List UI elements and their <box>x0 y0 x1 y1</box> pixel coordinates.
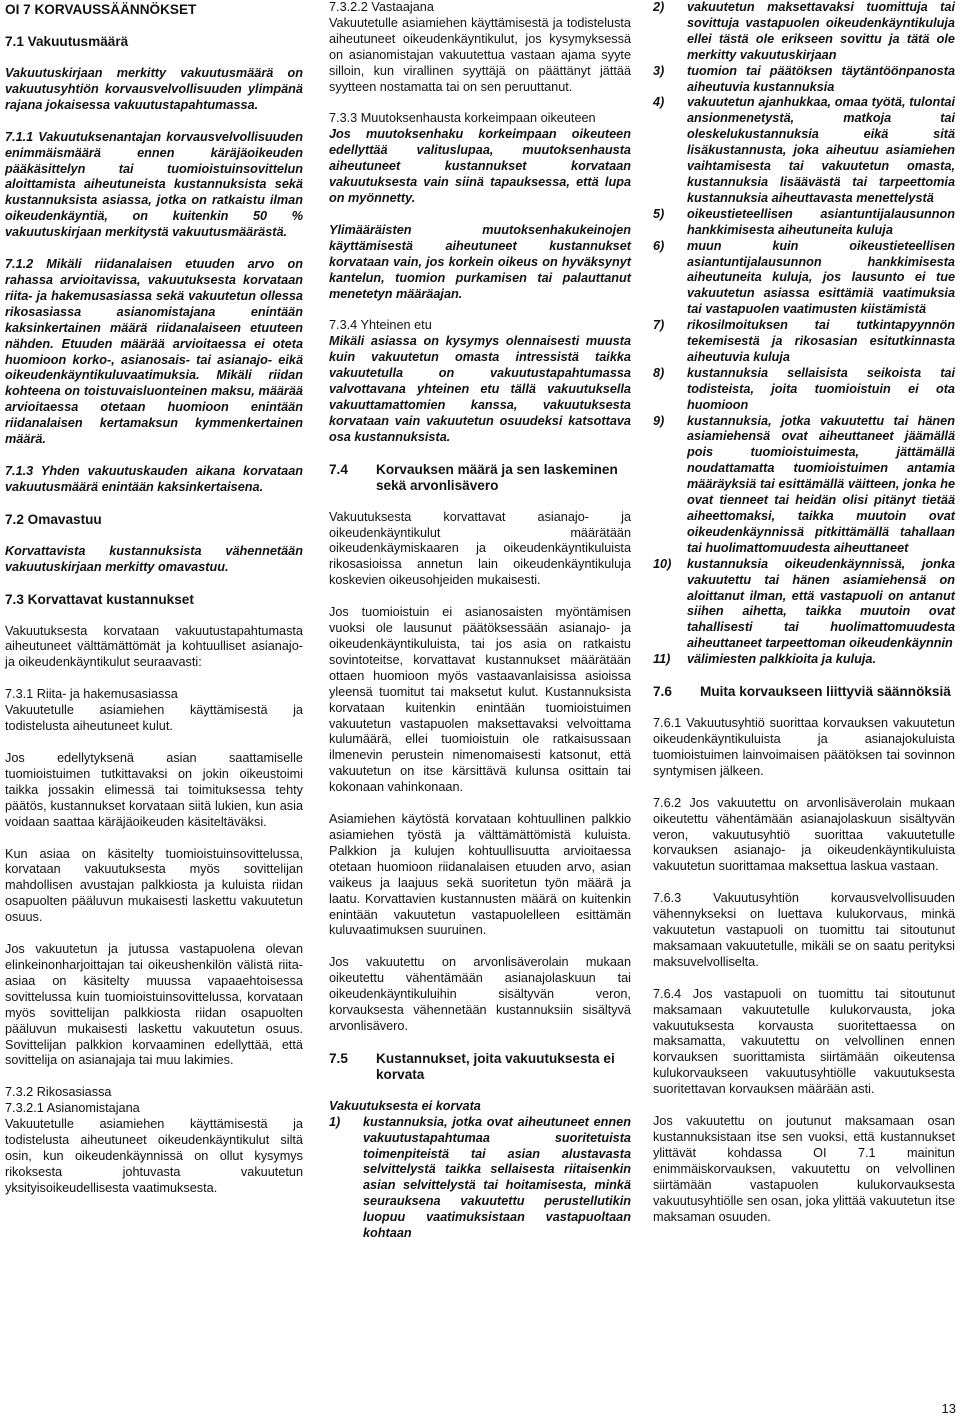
section-title: Kustannukset, joita vakuutuksesta ei korvata <box>376 1050 615 1082</box>
item-number: 10) <box>653 556 672 571</box>
item-number: 6) <box>653 238 665 253</box>
section-7-6-1: 7.6.1 Vakuutusyhtiö suorittaa korvauksen vakuutetun oikeudenkäyntikuluista ja asianajokuluista tuomioistuimen lainvoimaisen päätöksen tai sovinnon syntymisen jälkeen. <box>653 716 955 778</box>
section-7-4-p2: Jos tuomioistuin ei asianosaisten myöntämisen vuoksi ole lausunut päätöksessään asianajo- ja oikeudenkäyntikuluista, tai jos asia on ratkaistu sovintoteitse, korvattavat kustannukset määrätään ottaen huomioon myös vastaavanlaisissa asioissa yleensä tuomitut tai maksetut kulut. Kustannuksista korvataan kuitenkin enintään tuomioistuimen vakuutetun vastapuolen maksettavaksi velvoittama kulumäärä, ellei tuomioistuin ole ratkaisussaan ilmenevin perustein nimenomaisesti katsonut, että vakuutetun on itse kärsittävä kulunsa osittain tai kokonaan vahinkonaan. <box>329 605 631 795</box>
item-text: rikosilmoituksen tai tutkintapyynnön tekemisestä ja rikosasian esitutkinnasta aiheutuvia kuluja <box>687 318 955 364</box>
list-item <box>653 414 955 557</box>
section-7-2-text: Korvattavista kustannuksista vähennetään vakuutuskirjaan merkitty omavastuu. <box>5 543 303 574</box>
list-item <box>653 0 955 64</box>
item-text: vakuutetun ajanhukkaa, omaa työtä, tulontai ansionmenetystä, matkoja tai oleskelukustannuksia eikä sitä lisäkustannusta, joka aiheutuu asiamiehen vaihtamisesta tai vakuutetun omasta, kustannuksia lisäävästä tai tarpeettomia kustannuksia aiheuttavasta menettelystä <box>687 95 955 205</box>
paragraph-conditional: Jos edellytyksenä asian saattamiselle tuomioistuimen tutkittavaksi on jokin oikeustoimi taikka jossakin elimessä tai toimituksessa tehty päätös, kustannukset korvataan siitä lukien, kun asia voidaan saattaa käräjäoikeuden käsiteltäväksi. <box>5 751 303 829</box>
section-7-3-1-title: 7.3.1 Riita- ja hakemusasiassa <box>5 687 178 702</box>
section-7-6-4-p2: Jos vakuutettu on joutunut maksamaan osan kustannuksistaan itse sen vuoksi, että kustannukset ylittävät kohdassa OI 7.1 mainitun enimmäiskorvauksen, vakuutettu on velvollinen siirtämään vastapuolen kulukorvauksesta vakuutusyhtiölle sen osan, joka ylittää vakuutetun itse maksaman osuuden. <box>653 1114 955 1224</box>
section-7-4-p3: Asiamiehen käytöstä korvataan kohtuullinen palkkio asiamiehen työstä ja välttämättömistä kuluista. Palkkion ja kulujen kohtuullisuutta arvioitaessa otetaan huomioon riidanalaisen etuuden arvo, asian vaikeus ja laajuus sekä suoritetun työn määrä ja laatu. Korvattavien kustannusten määrä on kuitenkin enintään vakuutetun vastapuolelleen esittämän kuluvaatimuksen suuruinen. <box>329 812 631 938</box>
list-item <box>653 318 955 366</box>
section-7-3-2-1-text: Vakuutetulle asiamiehen käyttämisestä ja todistelusta aiheutuneet oikeudenkäyntikulut siltä osin, kun oikeudenkäynnissä on ollut kysymys rikoksesta johtuvasta vakuutetun yksityisoikeudellisesta vaatimuksesta. <box>5 1117 303 1195</box>
item-number: 1) <box>329 1114 341 1129</box>
item-text: kustannuksia, jotka vakuutettu tai hänen asiamiehensä ovat aiheuttaneet jäämällä pois tuomioistuimesta, jättämällä noudattamatta tuomioistuimen antamia määräyksiä tai esittämällä väitteen, jonka he ovat tienneet tai heidän olisi pitänyt tietää aiheettomaksi, taikka muutoin ovat oikeudenkäynnissä pitkittämällä tahallaan tai huolimattomuudesta aiheuttaneet <box>687 413 955 555</box>
section-7-1-heading: 7.1 Vakuutusmäärä <box>5 34 129 49</box>
section-7-6-4: 7.6.4 Jos vastapuoli on tuomittu tai sitoutunut maksamaan vakuutetulle kulukorvausta, joka vakuutuksesta korvausta suoritettaessa on maksamatta, vakuutettu on velvollinen ennen korvauksen suorittamista siirtämään oikeutensa kulukorvaukseen vakuutusyhtiölle vakuutuksesta suoritettavan korvauksen määrään asti. <box>653 986 955 1097</box>
section-7-3-4-title: 7.3.4 Yhteinen etu <box>329 318 432 333</box>
section-7-6-3: 7.6.3 Vakuutusyhtiön korvausvelvollisuuden vähennykseksi on luettava kulukorvaus, minkä vakuutetun vastapuoli on tuomittu tai sitoutunut maksamaan vakuutetulle, mikäli se on saatu perityksi maksuvelvolliselta. <box>653 891 955 969</box>
column-right <box>653 0 955 1241</box>
section-7-4-heading <box>329 462 631 494</box>
section-number: 7.4 <box>329 461 348 477</box>
list-item <box>653 207 955 239</box>
list-item <box>653 95 955 206</box>
column-middle <box>329 0 631 1242</box>
item-text: oikeustieteellisen asiantuntijalausunnon hankkimisesta aiheutuneita kuluja <box>687 206 955 237</box>
list-item <box>653 64 955 96</box>
item-number: 5) <box>653 206 665 221</box>
section-7-3-2-2-title: 7.3.2.2 Vastaajana <box>329 0 434 14</box>
section-7-3-4-text: Mikäli asiassa on kysymys olennaisesti muusta kuin vakuutetun omasta intressistä taikka vakuutetulla on vakuutustapahtumassa valvottavana yhteinen etu tällä vakuutuksella vakuuttamattomien kanssa, vakuutuksesta korvataan vain vakuutetun osuudeksi katsottava osa kustannuksista. <box>329 334 631 444</box>
item-number: 2) <box>653 0 665 14</box>
section-7-6-2: 7.6.2 Jos vakuutettu on arvonlisäverolain mukaan oikeutettu vähentämään asianajolaskuun sisältyvän veron, vakuutusyhtiö suorittaa vakuutetulle korvauksen asianajo- ja oikeudenkäyntikuluista vakuutetun suorittamaa maksettua laskua vastaan. <box>653 795 955 874</box>
section-7-3-3-title: 7.3.3 Muutoksenhausta korkeimpaan oikeuteen <box>329 111 596 126</box>
exclusions-list-continued <box>653 0 955 668</box>
column-left <box>5 0 303 1213</box>
section-7-4-p4: Jos vakuutettu on arvonlisäverolain mukaan oikeutettu vähentämään asianajolaskuun tai oikeudenkäyntikuluihin sisältyvän veron, korvauksesta vähennetään kustannuksiin sisältyvä arvonlisävero. <box>329 955 631 1033</box>
section-title: Muita korvaukseen liittyviä säännöksiä <box>700 684 951 700</box>
item-number: 9) <box>653 413 665 428</box>
item-text: kustannuksia oikeudenkäynnissä, jonka vakuutettu tai hänen asiamiehensä on aloittanut ilman, että vastapuoli on antanut siihen aihetta, taikka muutoin ovat tahallisesti tai huolimattomuudesta aiheuttaneet tarpeettoman oikeudenkäynnin <box>687 556 955 651</box>
section-7-2-heading: 7.2 Omavastuu <box>5 511 102 527</box>
section-7-5-intro: Vakuutuksesta ei korvata <box>329 1098 481 1113</box>
item-number: 7) <box>653 318 665 333</box>
list-item <box>653 557 955 652</box>
item-text: muun kuin oikeustieteellisen asiantuntijalausunnon hankkimisesta aiheutuneita kuluja, jos lausunto ei tue vakuutetun asiassa esittämiä vaatimuksia tai vastapuolen vaatimusten kiistämistä <box>687 238 955 317</box>
item-number: 11) <box>653 652 671 667</box>
section-7-3-2-2-text: Vakuutetulle asiamiehen käyttämisestä ja todistelusta aiheutuneet oikeudenkäyntikulut, jos kysymyksessä on asianomistajan vakuutettua vastaan ajama syyte silloin, kun virallinen syyttäjä on päättänyt jättää syytteen nostamatta tai on sen peruuttanut. <box>329 15 631 94</box>
paragraph-mediation: Kun asiaa on käsitelty tuomioistuinsovittelussa, korvataan vakuutuksesta myös sovittelijan mahdollisen avustajan palkkiosta ja kuluista riidan osapuolten pääluvun mukaisesti laskettu vakuutetun osuus. <box>5 846 303 925</box>
page-number: 13 <box>941 1401 956 1416</box>
list-item <box>329 1115 631 1242</box>
section-7-3-2-title: 7.3.2 Rikosasiassa <box>5 1085 112 1100</box>
item-text: kustannuksia, jotka ovat aiheutuneet ennen vakuutustapahtumaa suoritetuista toimenpiteistä tai asian alustavasta selvittelystä taikka sellaisesta riitaisenkin asian selvittelystä tai hoitamisesta, minkä seurauksena vakuutettu perustellutikin luopuu vaatimuksistaan vastapuoltaan kohtaan <box>363 1114 631 1241</box>
section-7-4-p1: Vakuutuksesta korvattavat asianajo- ja oikeudenkäyntikulut määrätään oikeudenkäymiskaaren ja oikeudenkäyntikuluista rikosasioissa annetun lain oikeudenkäyntikuluja koskevien oikeusohjeiden mukaisesti. <box>329 509 631 588</box>
section-7-3-3-text-2: Ylimääräisten muutoksenhakukeinojen käyttämisestä aiheutuneet kustannukset korvataan vain, jos korkein oikeus on hyväksynyt kantelun, tuomion purkamisen tai palauttanut menetetyn määräajan. <box>329 222 631 301</box>
section-7-3-3-text: Jos muutoksenhaku korkeimpaan oikeuteen edellyttää valituslupaa, muutoksenhausta aiheutuneet kustannukset korvataan vakuutuksesta vain siinä tapauksessa, että lupa on myönnetty. <box>329 127 631 205</box>
item-number: 4) <box>653 95 665 110</box>
item-number: 3) <box>653 63 665 78</box>
section-7-1-2: 7.1.2 Mikäli riidanalaisen etuuden arvo on rahassa arvioitavissa, vakuutuksesta korvataan riita- ja hakemusasiassa sekä vakuutetun ollessa rikosasiassa asianomistajana enintään kaksinkertainen määrä riidanalaiseen etuuteen nähden. Etuuden määrää arvioitaessa ei oteta huomioon korko-, asianosais- tai asianajo- eikä oikeudenkäyntikuluvaatimuksia. Mikäli riidan kohteena on toistuvaisluonteinen maksu, määrää arvioitaessa otetaan huomioon enintään riidanalaisen kertamaksun kymmenkertainen määrä. <box>5 257 303 447</box>
section-7-3-text: Vakuutuksesta korvataan vakuutustapahtumasta aiheutuneet välttämättömät ja kohtuulliset asianajo- ja oikeudenkäyntikulut seuraavasti: <box>5 623 303 670</box>
section-7-6-heading <box>653 684 955 700</box>
section-number: 7.6 <box>653 684 672 700</box>
paragraph-voluntary-mediation: Jos vakuutetun ja jutussa vastapuolena olevan elinkeinonharjoittajan tai oikeushenkilön välistä riita-asiaa on käsitelty muussa vapaaehtoisessa sovittelussa kuin tuomioistuinsovittelussa, korvataan myös sovittelijan palkkiosta riidan osapuolten pääluvun mukaisesti laskettu vakuutetun osuus. Sovittelijan palkkion korvaaminen edellyttää, että sovittelija on asianajaja tai muu lakimies. <box>5 942 303 1068</box>
list-item <box>653 652 955 668</box>
section-7-1-1: 7.1.1 Vakuutuksenantajan korvausvelvollisuuden enimmäismäärä ennen käräjäoikeuden pääkäsittelyn tai tuomioistuinsovittelun aloittamista aiheutuneista kustannuksista sekä kustannuksista asiassa, jotka on ratkaistu ilman oikeudenkäyntiä, on kuitenkin 50 % vakuutuskirjaan merkitystä vakuutusmäärästä. <box>5 129 303 240</box>
section-7-5-heading <box>329 1051 631 1083</box>
section-7-1-text: Vakuutuskirjaan merkitty vakuutusmäärä on vakuutusyhtiön korvausvelvollisuuden ylimpänä rajana jokaisessa vakuutustapahtumassa. <box>5 66 303 112</box>
section-7-1-3: 7.1.3 Yhden vakuutuskauden aikana korvataan vakuutusmäärä enintään kaksinkertaisena. <box>5 463 303 494</box>
section-number: 7.5 <box>329 1050 348 1066</box>
list-item <box>653 366 955 414</box>
item-text: kustannuksia sellaisista seikoista tai todisteista, joita tuomioistuin ei ota huomioon <box>687 365 955 412</box>
exclusions-list-start <box>329 1115 631 1242</box>
item-text: välimiesten palkkioita ja kuluja. <box>687 652 876 667</box>
item-text: tuomion tai päätöksen täytäntöönpanosta aiheutuvia kustannuksia <box>687 63 955 94</box>
item-text: vakuutetun maksettavaksi tuomittuja tai sovittuja vastapuolen oikeudenkäyntikuluja ellei tästä ole erikseen sovittu ja tätä ole merkitty vakuutuskirjaan <box>687 0 955 62</box>
list-item <box>653 239 955 319</box>
section-7-3-heading: 7.3 Korvattavat kustannukset <box>5 591 194 607</box>
section-7-3-1-text: Vakuutetulle asiamiehen käyttämisestä ja todistelusta aiheutuneet kulut. <box>5 703 303 734</box>
chapter-heading: OI 7 KORVAUSSÄÄNNÖKSET <box>5 2 197 17</box>
section-7-3-2-1-title: 7.3.2.1 Asianomistajana <box>5 1101 140 1116</box>
item-number: 8) <box>653 365 665 380</box>
section-title: Korvauksen määrä ja sen laskeminen sekä arvonlisävero <box>376 461 618 493</box>
